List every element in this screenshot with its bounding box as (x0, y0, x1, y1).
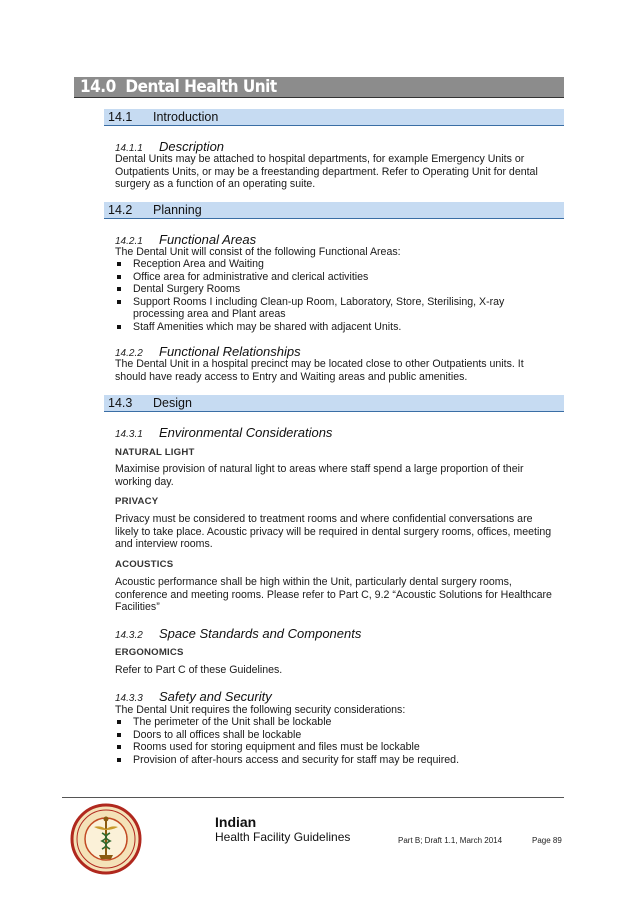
list-item (117, 729, 547, 742)
list-item (117, 741, 547, 754)
list-item (117, 321, 547, 334)
subsection-title: Space Standards and Components (159, 626, 362, 641)
section-number: 14.3 (108, 396, 133, 410)
paragraph-line: Acoustic performance shall be high within the Unit, particularly dental surgery rooms, (115, 576, 512, 588)
subsection-number: 14.2.2 (115, 348, 143, 359)
list-item (117, 271, 547, 284)
paragraph (115, 463, 555, 488)
chapter-title (80, 77, 277, 97)
list-item-text: processing area and Plant areas (133, 308, 286, 321)
natural-light-heading: NATURAL LIGHT (115, 447, 195, 458)
section-title: Design (153, 396, 192, 410)
section-number: 14.1 (108, 110, 133, 124)
paragraph-line: Maximise provision of natural light to areas where staff spend a large proportion of their (115, 463, 524, 475)
footer-divider (62, 797, 564, 798)
paragraph-line: Privacy must be considered to treatment rooms and where confidential conversations are (115, 513, 533, 525)
list-item-text: Staff Amenities which may be shared with adjacent Units. (133, 320, 402, 333)
list-item-text: Office area for administrative and clerical activities (133, 270, 369, 283)
paragraph (115, 153, 555, 191)
paragraph: The Dental Unit will consist of the following Functional Areas: (115, 246, 401, 258)
paragraph: Refer to Part C of these Guidelines. (115, 664, 283, 676)
footer-page-number: Page 89 (532, 836, 562, 845)
list-item-text: Reception Area and Waiting (133, 258, 264, 270)
paragraph (115, 576, 555, 614)
privacy-heading: PRIVACY (115, 496, 159, 507)
list-item (117, 716, 547, 729)
bullet-icon (117, 325, 121, 329)
list-item (117, 754, 547, 767)
paragraph (115, 513, 555, 551)
subsection-number: 14.3.1 (115, 429, 143, 440)
list-item-text: Provision of after-hours access and security for staff may be required. (133, 753, 460, 766)
bullet-icon (117, 275, 121, 279)
list-item-text: Support Rooms I including Clean-up Room, Laboratory, Store, Sterilising, X-ray (133, 295, 505, 308)
security-list (117, 716, 547, 766)
paragraph-line: The Dental Unit in a hospital precinct may be located close to other Outpatients units. It (115, 358, 524, 370)
chapter-title-text: Dental Health Unit (125, 77, 277, 97)
paragraph-line: should have ready access to Entry and Waiting areas and public amenities. (115, 370, 468, 383)
footer-subtitle: Health Facility Guidelines (215, 830, 351, 844)
paragraph-line: likely to take place. Acoustic privacy will be required in dental surgery rooms, offices, meeting (115, 525, 552, 538)
chapter-number: 14.0 (80, 77, 116, 97)
bullet-icon (117, 300, 121, 304)
subsection-number: 14.3.2 (115, 630, 143, 641)
paragraph-line: Outpatients Units, or may be a freestanding department. Refer to Operating Unit for dental (115, 165, 538, 178)
footer-title: Indian (215, 814, 257, 830)
paragraph-line: Facilities” (115, 601, 160, 614)
list-item-text: Dental Surgery Rooms (133, 283, 241, 296)
paragraph-line: and interview rooms. (115, 538, 213, 551)
subsection-number: 14.1.1 (115, 143, 143, 154)
bullet-icon (117, 262, 121, 266)
paragraph (115, 358, 555, 383)
list-item-text: The perimeter of the Unit shall be lockable (133, 716, 332, 728)
subsection-title: Description (159, 139, 225, 154)
bullet-icon (117, 758, 121, 762)
ergonomics-heading: ERGONOMICS (115, 647, 184, 658)
paragraph: The Dental Unit requires the following security considerations: (115, 704, 406, 716)
section-title: Planning (153, 203, 202, 217)
bullet-icon (117, 745, 121, 749)
paragraph-line: conference and meeting rooms. Please refer to Part C, 9.2 “Acoustic Solutions for Healthcare (115, 588, 552, 601)
functional-areas-list (117, 258, 547, 334)
subsection-title: Safety and Security (159, 689, 272, 704)
list-item (117, 296, 547, 321)
paragraph-line: surgery as a function of an operating suite. (115, 178, 316, 191)
section-number: 14.2 (108, 203, 133, 217)
paragraph-line: working day. (115, 475, 174, 488)
subsection-title: Functional Areas (159, 232, 257, 247)
section-title: Introduction (153, 110, 219, 124)
acoustics-heading: ACOUSTICS (115, 559, 174, 570)
paragraph-line: Dental Units may be attached to hospital departments, for example Emergency Units or (115, 153, 525, 165)
medical-association-seal-icon (70, 803, 142, 875)
bullet-icon (117, 733, 121, 737)
subsection-title: Functional Relationships (159, 344, 301, 359)
bullet-icon (117, 287, 121, 291)
list-item-text: Rooms used for storing equipment and files must be lockable (133, 741, 420, 754)
bullet-icon (117, 720, 121, 724)
footer-draft-info: Part B; Draft 1.1, March 2014 (398, 836, 503, 845)
subsection-title: Environmental Considerations (159, 425, 333, 440)
list-item (117, 258, 547, 271)
list-item (117, 283, 547, 296)
subsection-number: 14.3.3 (115, 693, 143, 704)
subsection-number: 14.2.1 (115, 236, 143, 247)
list-item-text: Doors to all offices shall be lockable (133, 728, 302, 741)
